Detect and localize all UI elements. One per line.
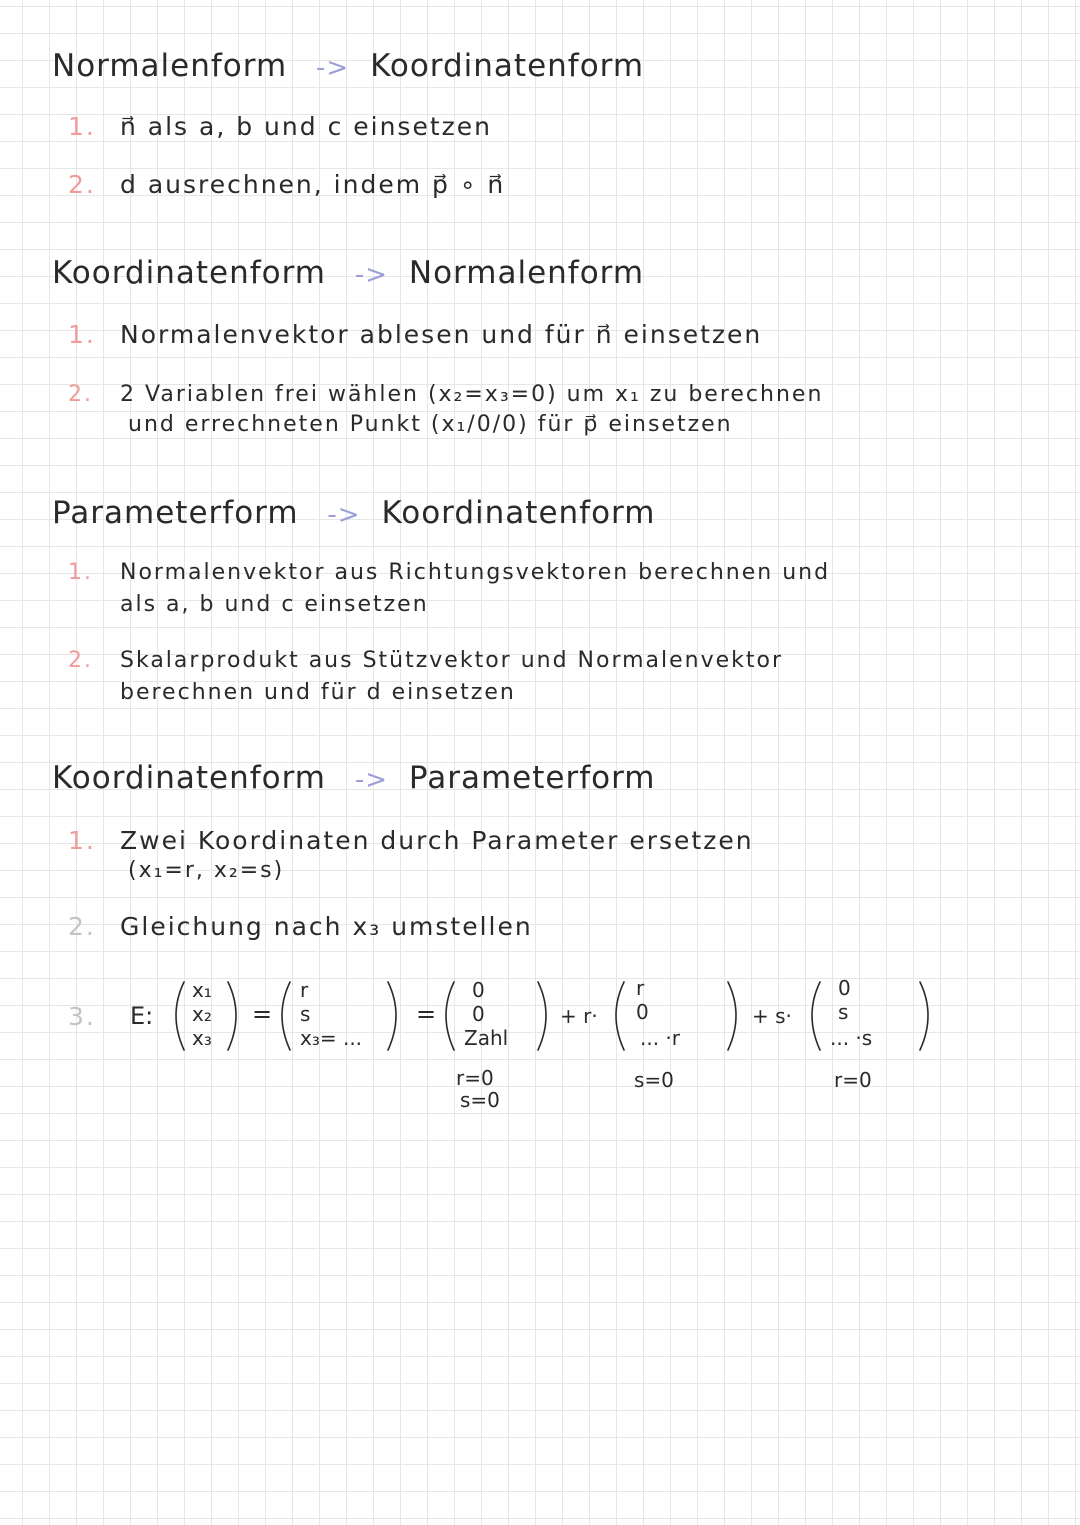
vec3-zahl: Zahl — [464, 1026, 509, 1050]
section-4-to: Parameterform — [408, 760, 656, 796]
step-number: 1. — [68, 112, 96, 141]
section-1-from: Normalenform — [52, 48, 288, 84]
section-4-from: Koordinatenform — [52, 760, 327, 796]
step-text: n⃗ als a, b und c einsetzen — [120, 112, 492, 141]
arrow-icon: -> — [327, 500, 361, 530]
step-number: 2. — [68, 170, 96, 199]
parameter-form-formula — [68, 970, 968, 1110]
step-number: 2. — [68, 382, 93, 407]
step-text: (x₁=r, x₂=s) — [128, 858, 285, 883]
vec3-0a: 0 — [472, 978, 485, 1002]
section-3-step-2 — [68, 648, 783, 673]
section-2-step-2 — [68, 382, 823, 407]
step-text: und errechneten Punkt (x₁/0/0) für p⃗ einsetzen — [128, 412, 733, 437]
vec1-x2: x₂ — [192, 1002, 212, 1026]
arrow-icon: -> — [354, 260, 389, 290]
section-4-heading — [52, 760, 655, 796]
vec3-note-s: s=0 — [460, 1088, 500, 1112]
vec4-note: s=0 — [634, 1068, 674, 1092]
step-number: 1. — [68, 826, 96, 855]
step-text: Skalarprodukt aus Stützvektor und Normalenvektor — [120, 648, 784, 673]
arrow-icon: -> — [316, 53, 350, 83]
step-number: 2. — [68, 912, 96, 941]
vec5-note: r=0 — [834, 1068, 872, 1092]
step-number: 1. — [68, 320, 96, 349]
vec2-x3: x₃= ... — [300, 1026, 363, 1050]
section-1-to: Koordinatenform — [370, 48, 645, 84]
section-2-step-1 — [68, 320, 762, 349]
arrow-icon: -> — [354, 765, 389, 795]
vec4-dots: ... ·r — [640, 1026, 681, 1050]
vec1-x3: x₃ — [192, 1026, 212, 1050]
section-1-heading — [52, 48, 644, 84]
section-4-step-1 — [68, 826, 754, 855]
step-number: 2. — [68, 648, 93, 673]
section-2-step-2-cont — [128, 412, 733, 437]
vec1-x1: x₁ — [192, 978, 212, 1002]
vec5-0: 0 — [838, 976, 851, 1000]
equals-1: = — [252, 1000, 273, 1028]
equals-2: = — [416, 1000, 437, 1028]
vec2-s: s — [300, 1002, 311, 1026]
plus-s: + s· — [752, 1004, 792, 1028]
section-2-heading — [52, 255, 644, 291]
plus-r: + r· — [560, 1004, 598, 1028]
section-3-to: Koordinatenform — [381, 495, 656, 531]
step-text: Gleichung nach x₃ umstellen — [120, 912, 533, 941]
section-2-to: Normalenform — [408, 255, 645, 291]
section-1-step-1 — [68, 112, 492, 141]
formula-prefix: E: — [130, 1002, 154, 1030]
section-3-from: Parameterform — [52, 495, 299, 531]
vec4-r: r — [636, 976, 645, 1000]
step-text: Zwei Koordinaten durch Parameter ersetzen — [120, 826, 754, 855]
section-3-step-1 — [68, 560, 830, 585]
vec3-note-r: r=0 — [456, 1066, 494, 1090]
step-text: d ausrechnen, indem p⃗ ∘ n⃗ — [120, 170, 506, 199]
section-4-step-1-cont — [128, 858, 284, 883]
step-text: berechnen und für d einsetzen — [120, 680, 516, 705]
step-text: Normalenvektor aus Richtungsvektoren berechnen und — [120, 560, 831, 585]
vec4-0: 0 — [636, 1000, 649, 1024]
section-3-step-2-cont — [120, 680, 516, 705]
vec3-0b: 0 — [472, 1002, 485, 1026]
section-4-step-2 — [68, 912, 533, 941]
section-3-heading — [52, 495, 655, 531]
vec2-r: r — [300, 978, 309, 1002]
section-1-step-2 — [68, 170, 505, 199]
section-3-step-1-cont — [120, 592, 429, 617]
vec5-s: s — [838, 1000, 849, 1024]
step-text: als a, b und c einsetzen — [120, 592, 429, 617]
section-2-from: Koordinatenform — [52, 255, 327, 291]
step-text: Normalenvektor ablesen und für n⃗ einsetzen — [120, 320, 763, 349]
step-text: 2 Variablen frei wählen (x₂=x₃=0) um x₁ zu berechnen — [120, 382, 824, 407]
step-number: 3. — [68, 1002, 96, 1031]
vec5-dots: ... ·s — [830, 1026, 873, 1050]
step-number: 1. — [68, 560, 93, 585]
